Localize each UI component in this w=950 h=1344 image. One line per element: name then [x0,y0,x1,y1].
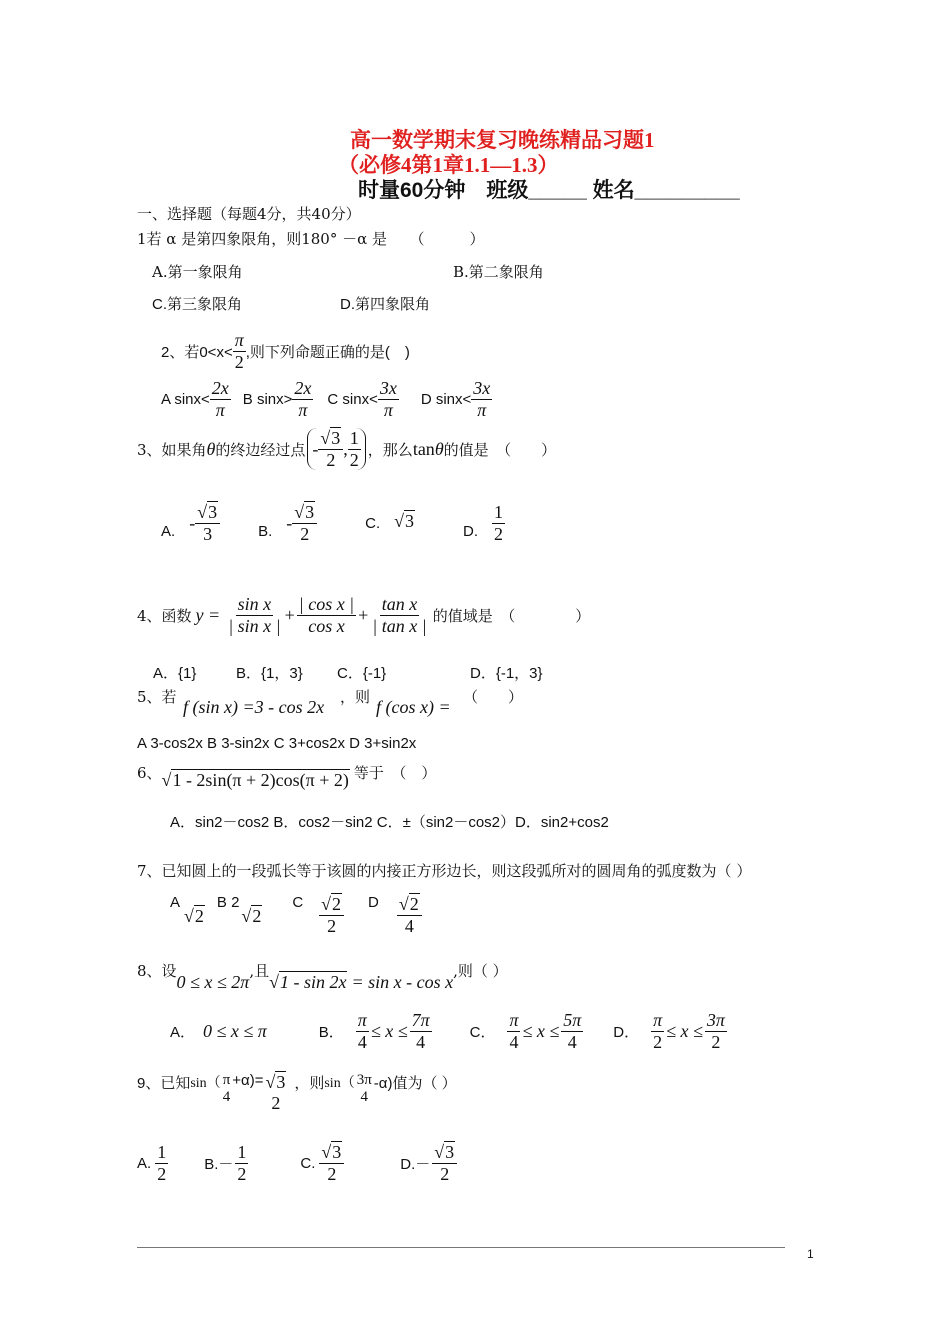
question-5-options: A 3-cos2x B 3-sin2x C 3+cos2x D 3+sin2x [137,735,417,752]
question-5-paren: （ ） [463,688,524,706]
question-8-option-d: D． $\frac{\pi}{2}$ ≤ x ≤ $\frac{3\pi}{2}$ [613,1010,725,1052]
question-7-option-d: D $\frac{√2}{4}$ [368,894,422,936]
question-2-stem: 2、若0<x< $\frac{\pi}{2}$ ,则下列命题正确的是( ) [161,330,410,372]
question-7-stem: 7、已知圆上的一段弧长等于该圆的内接正方形边长，则这段弧所对的圆周角的弧度数为（ ） [137,862,752,880]
question-2-option-c: C sinx< $\frac{3x}{\pi}$ [327,378,397,420]
question-3-stem: 3、如果角 θ 的终边经过点 - $\frac{√3}{2}$ , $\frac{1}{2}$ ，那么 tanθ 的值是 （ ） [137,428,557,470]
question-8-options [170,1010,727,1052]
question-4-option-d: D．{-1，3} [470,665,543,682]
question-8-option-a: A． 0 ≤ x ≤ π [170,1020,267,1041]
question-1-option-c: C.第三象限角 [152,296,243,313]
question-2-option-d: D sinx< $\frac{3x}{\pi}$ [420,378,491,420]
point-coordinates: - $\frac{√3}{2}$ , $\frac{1}{2}$ [307,428,365,470]
question-2-options [161,378,492,420]
question-7-options [170,894,422,936]
question-3-option-a: A. - $\frac{√3}{3}$ [161,502,220,544]
question-9-option-b: B.－ $\frac{1}{2}$ [204,1142,247,1184]
question-3-option-d: D. $\frac{1}{2}$ [463,502,504,544]
question-6-options: A．sin2－cos2 B．cos2－sin2 C．±（sin2－cos2）D．sin2+cos2 [170,814,609,831]
question-2-option-a: A sinx< $\frac{2x}{\pi}$ [161,378,229,420]
question-9-option-c: C. $\frac{√3}{2}$ [300,1142,344,1184]
question-3-option-c: C. √3 [365,510,415,532]
section-heading: 一、选择题（每题4分，共40分） [137,205,361,223]
question-1-option-b: B.第二象限角 [453,263,544,281]
question-1-option-d: D.第四象限角 [340,296,431,313]
question-1-stem: 1若 α 是第四象限角，则180° －α 是 （ ） [137,230,485,248]
question-7-option-a: A √2 [170,894,204,926]
question-9-option-d: D.－ $\frac{√3}{2}$ [400,1142,457,1184]
exam-meta: 时量60分钟 班级_____ 姓名_________ [358,179,740,202]
question-1-option-a: A.第一象限角 [152,263,243,281]
question-9-options [137,1142,457,1184]
question-5-target: f (cos x) = [376,697,451,717]
question-4-option-b: B．{1，3} [236,665,303,682]
question-5-then: ，则 [340,688,371,706]
question-4-option-c: C．{-1} [337,665,387,682]
question-4-option-a: A．{1} [153,665,197,682]
question-7-option-b: B 2 √2 [216,894,262,926]
question-8-option-c: C． $\frac{\pi}{4}$ ≤ x ≤ $\frac{5\pi}{4}$ [469,1010,582,1052]
question-9-option-a: A. $\frac{1}{2}$ [137,1142,167,1184]
question-3-options [161,502,505,544]
question-5-given: f (sin x) =3 - cos 2x [183,697,325,717]
question-7-option-c: C $\frac{√2}{2}$ [292,894,344,936]
question-3-option-b: B. - $\frac{√3}{2}$ [258,502,317,544]
question-8-option-b: B． $\frac{\pi}{4}$ ≤ x ≤ $\frac{7\pi}{4}$ [318,1010,430,1052]
question-4-stem: 4、函数 y = $\frac{\text{sin x}}{\text{| sin x |}}$ + $\frac{\text{| cos x |}}{\text{cos x}}$ + $\frac{\text{tan x}}{\text{| tan x |}}$ 的值域是 （ ） [137,594,591,636]
page-title: 高一数学期末复习晚练精品习题1 [350,128,655,152]
question-5-label: 5、若 [137,688,177,706]
page-subtitle: （必修4第1章1.1—1.3） [338,153,559,177]
question-9-stem: 9、已知 sin（ π 4 +α)= √3 2 ，则 sin（ 3π 4 -α)值为（ ） [137,1072,457,1113]
footer-divider [137,1247,785,1248]
question-2-option-b: B sinx> $\frac{2x}{\pi}$ [242,378,312,420]
question-8-stem: 8、设 0 ≤ x ≤ 2π ,且 √1 - sin 2x = sin x - cos x ,则（ ） [137,962,508,992]
page-number: 1 [807,1247,814,1261]
question-6-stem: 6、 √1 - 2sin(π + 2)cos(π + 2) 等于 （ ） [137,764,437,790]
